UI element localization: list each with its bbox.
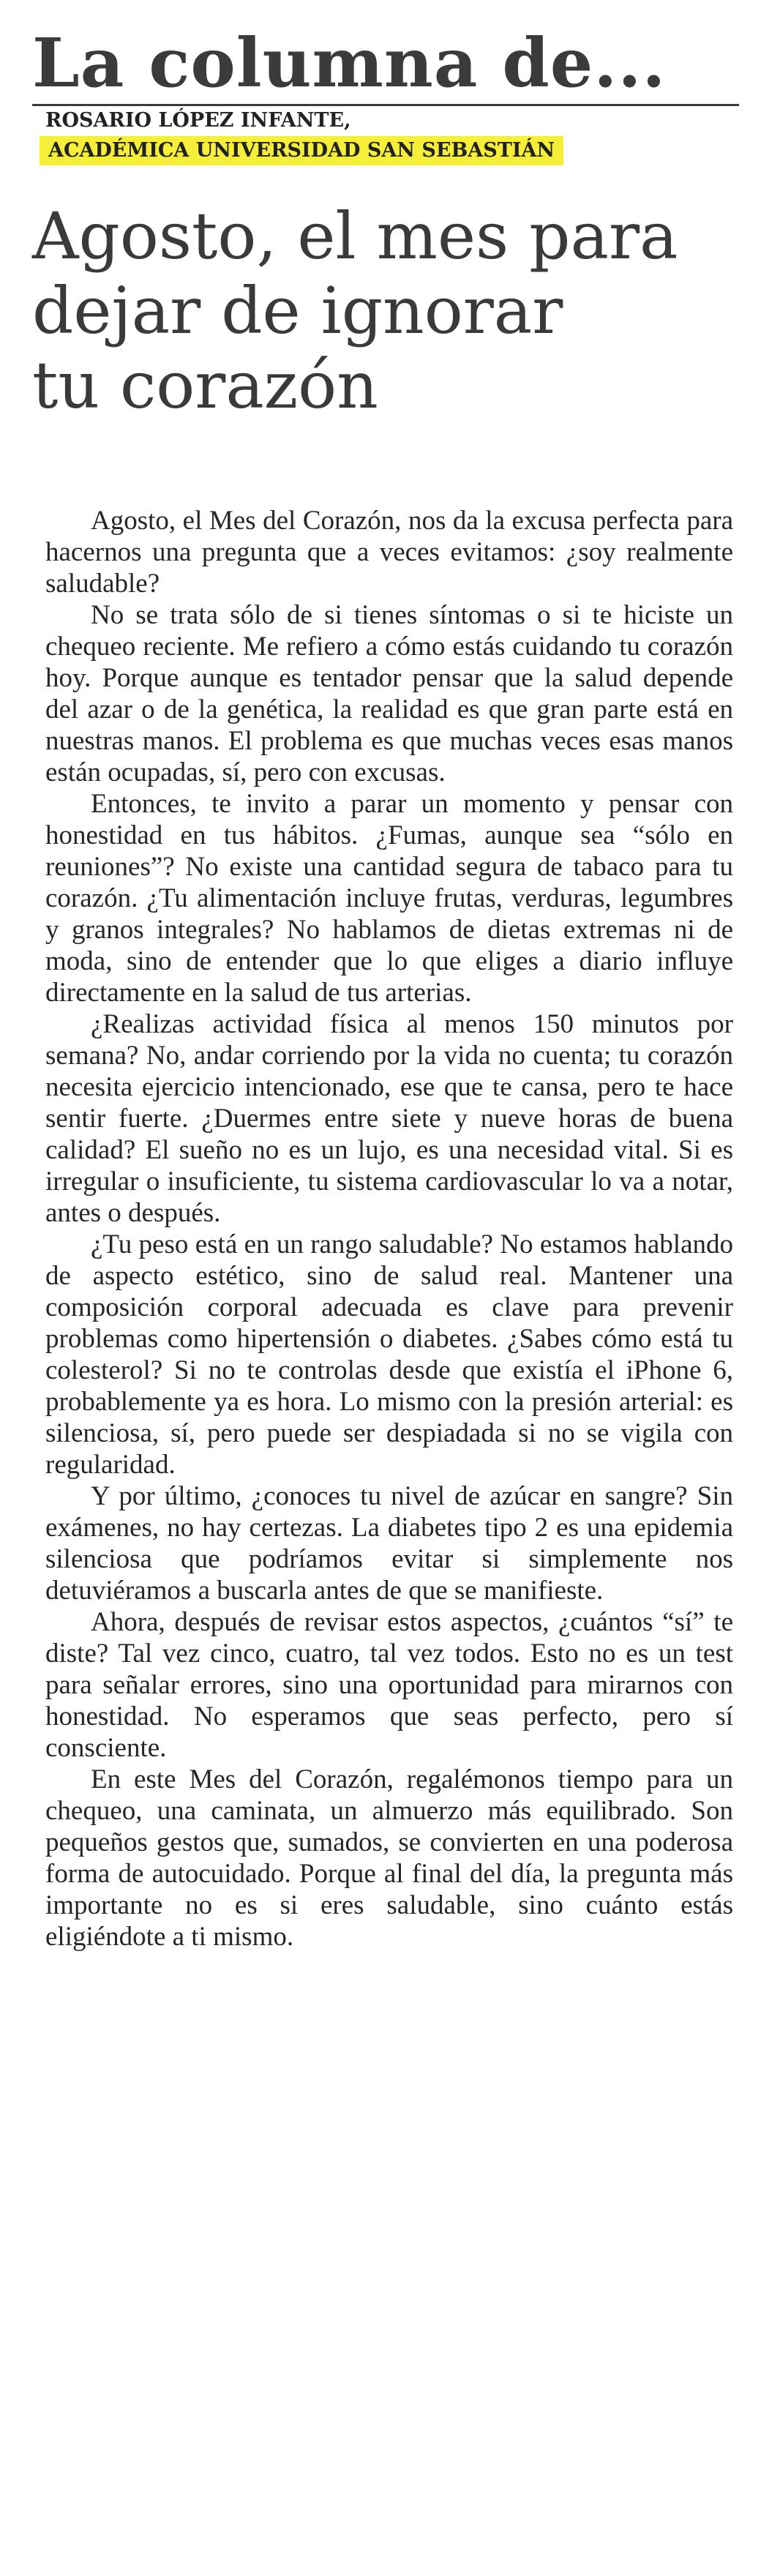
author-name: ROSARIO LÓPEZ INFANTE,: [45, 109, 351, 132]
headline-line: Agosto, el mes para: [32, 198, 678, 274]
headline-line: tu corazón: [32, 348, 378, 423]
article-headline: [32, 199, 735, 423]
article-paragraph: No se trata sólo de si tienes síntomas o si te hiciste un chequeo reciente. Me refiero a cómo estás cuidando tu corazón hoy. Porque aunque es tentador pensar que la salud depende del azar o de la genética, la realidad es que gran parte está en nuestras manos. El problema es que muchas veces esas manos están ocupadas, sí, pero con excusas.: [45, 600, 733, 787]
section-title: La columna de...: [32, 23, 667, 102]
header-rule: [32, 104, 739, 106]
article-paragraph: ¿Tu peso está en un rango saludable? No estamos hablando de aspecto estético, sino de salud real. Mantener una composición corporal adecuada es clave para prevenir problemas como hipertensión o diabetes. ¿Sabes cómo está tu colesterol? Si no te controlas desde que existía el iPhone 6, probablemente ya es hora. Lo mismo con la presión arterial: es silenciosa, sí, pero puede ser despiadada si no se vigila con regularidad.: [45, 1229, 733, 1480]
headline-line: dejar de ignorar: [32, 273, 563, 348]
article-paragraph: ¿Realizas actividad física al menos 150 minutos por semana? No, andar corriendo por la vida no cuenta; tu corazón necesita ejercicio intencionado, ese que te cansa, pero te hace sentir fuerte. ¿Duermes entre siete y nueve horas de buena calidad? El sueño no es un lujo, es una necesidad vital. Si es irregular o insuficiente, tu sistema cardiovascular lo va a notar, antes o después.: [45, 1009, 733, 1228]
article-paragraph: En este Mes del Corazón, regalémonos tiempo para un chequeo, una caminata, un almuerzo más equilibrado. Son pequeños gestos que, sumados, se convierten en una poderosa forma de autocuidado. Porque al final del día, la pregunta más importante no es si eres saludable, sino cuánto estás eligiéndote a ti mismo.: [45, 1764, 733, 1952]
article-body: [45, 505, 733, 1952]
author-affiliation: ACADÉMICA UNIVERSIDAD SAN SEBASTIÁN: [40, 136, 563, 165]
article-paragraph: Agosto, el Mes del Corazón, nos da la excusa perfecta para hacernos una pregunta que a veces evitamos: ¿soy realmente saludable?: [45, 506, 733, 599]
article-paragraph: Y por último, ¿conoces tu nivel de azúcar en sangre? Sin exámenes, no hay certezas. La diabetes tipo 2 es una epidemia silenciosa que podríamos evitar si simplemente nos detuviéramos a buscarla antes de que se manifieste.: [45, 1481, 733, 1606]
article-paragraph: Entonces, te invito a parar un momento y pensar con honestidad en tus hábitos. ¿Fumas, aunque sea “sólo en reuniones”? No existe una cantidad segura de tabaco para tu corazón. ¿Tu alimentación incluye frutas, verduras, legumbres y granos integrales? No hablamos de dietas extremas ni de moda, sino de entender que lo que eliges a diario influye directamente en la salud de tus arterias.: [45, 789, 733, 1008]
article-paragraph: Ahora, después de revisar estos aspectos, ¿cuántos “sí” te diste? Tal vez cinco, cuatro, tal vez todos. Esto no es un test para señalar errores, sino una oportunidad para mirarnos con honestidad. No esperamos que seas perfecto, pero sí consciente.: [45, 1607, 733, 1763]
